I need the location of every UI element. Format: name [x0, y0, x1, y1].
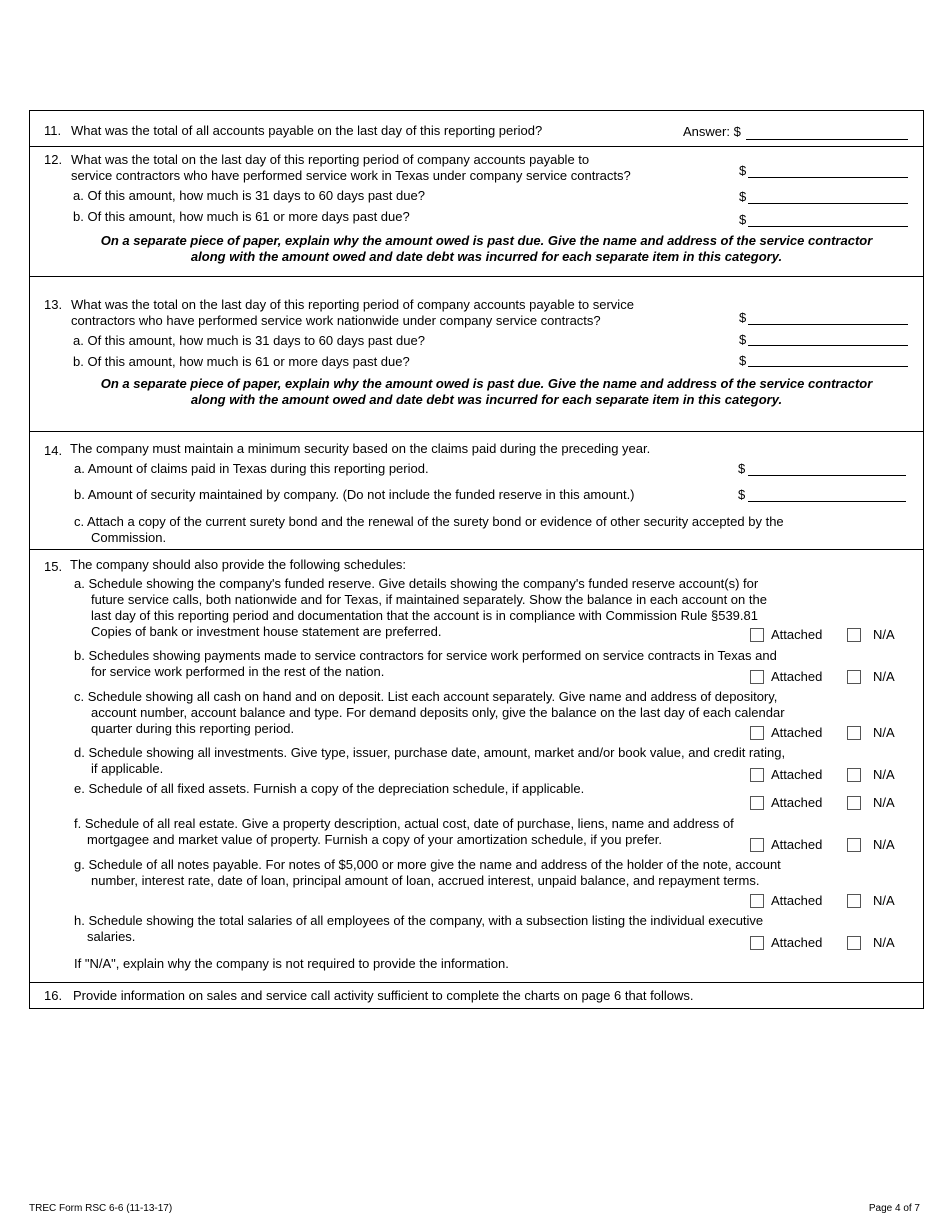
q12-number: 12. [44, 152, 63, 167]
q12-b-field[interactable] [748, 226, 908, 227]
schedule-f-attached-label: Attached [771, 837, 823, 852]
schedule-f-line2: mortgagee and market value of property. Furnish a copy of your amortization schedule, if you prefer. [87, 832, 662, 847]
schedule-d-attached-checkbox[interactable] [750, 768, 764, 782]
q15-na-explain: If "N/A", explain why the company is not required to provide the information. [74, 956, 509, 971]
schedule-g-line2: number, interest rate, date of loan, principal amount of loan, accrued interest, unpaid balance, and repayment terms. [91, 873, 760, 888]
q15-number: 15. [44, 559, 63, 574]
schedule-f-line1: f. Schedule of all real estate. Give a property description, actual cost, date of purchase, liens, name and address of [74, 816, 734, 831]
schedule-c-attached-checkbox[interactable] [750, 726, 764, 740]
schedule-a-line1: a. Schedule showing the company's funded reserve. Give details showing the company's funded reserve account(s) for [74, 576, 759, 591]
question-11 [30, 111, 923, 147]
q14-b-field[interactable] [748, 501, 906, 502]
schedule-a-line2: future service calls, both nationwide and for Texas, if maintained separately. Show the balance in each account on the [91, 592, 767, 607]
q12-b-dollar: $ [739, 212, 747, 227]
q14-number: 14. [44, 443, 63, 458]
schedule-e-na-label: N/A [873, 795, 895, 810]
q14-a-field[interactable] [748, 475, 906, 476]
schedule-b-line2: for service work performed in the rest of the nation. [91, 664, 385, 679]
schedule-c-line1: c. Schedule showing all cash on hand and on deposit. List each account separately. Give name and address of depository, [74, 689, 778, 704]
form-table [29, 110, 924, 1009]
schedule-f-na-label: N/A [873, 837, 895, 852]
schedule-d-line2: if applicable. [91, 761, 164, 776]
footer-page-number: Page 4 of 7 [868, 1203, 920, 1214]
q13-a-field[interactable] [748, 345, 908, 346]
q13-total-field[interactable] [748, 324, 908, 325]
q12-note [70, 233, 903, 265]
q14-a-dollar: $ [738, 461, 746, 476]
question-15 [30, 549, 923, 983]
q12-note-line2: along with the amount owed and date debt was incurred for each separate item in this category. [190, 249, 783, 264]
schedule-a-line4: Copies of bank or investment house statement are preferred. [91, 624, 442, 639]
q12-a-field[interactable] [748, 203, 908, 204]
schedule-e-line1: e. Schedule of all fixed assets. Furnish a copy of the depreciation schedule, if applicable. [74, 781, 585, 796]
schedule-a-attached-checkbox[interactable] [750, 628, 764, 642]
q14-b-dollar: $ [738, 487, 746, 502]
question-12 [30, 146, 923, 277]
schedule-h-na-checkbox[interactable] [847, 936, 861, 950]
schedule-f-attached-checkbox[interactable] [750, 838, 764, 852]
q13-b-dollar: $ [739, 353, 747, 368]
q12-text-line2: service contractors who have performed service work in Texas under company service contracts? [71, 168, 631, 183]
schedule-b-na-label: N/A [873, 669, 895, 684]
q13-a-dollar: $ [739, 332, 747, 347]
q12-note-line1: On a separate piece of paper, explain why the amount owed is past due. Give the name and address of the service contractor [100, 233, 873, 248]
schedule-e-attached-checkbox[interactable] [750, 796, 764, 810]
question-13 [30, 276, 923, 432]
schedule-f-na-checkbox[interactable] [847, 838, 861, 852]
schedule-g-attached-label: Attached [771, 893, 823, 908]
schedule-b-attached-checkbox[interactable] [750, 670, 764, 684]
q11-text: What was the total of all accounts payable on the last day of this reporting period? [71, 123, 543, 138]
q11-number: 11. [44, 123, 62, 138]
schedule-a-na-label: N/A [873, 627, 895, 642]
schedule-c-attached-label: Attached [771, 725, 823, 740]
question-16 [30, 982, 923, 1009]
schedule-h-line2: salaries. [87, 929, 136, 944]
schedule-a-na-checkbox[interactable] [847, 628, 861, 642]
q16-text: Provide information on sales and service call activity sufficient to complete the charts on page 6 that follows. [73, 988, 694, 1003]
q14-item-a: a. Amount of claims paid in Texas during this reporting period. [74, 461, 429, 476]
q12-a-dollar: $ [739, 189, 747, 204]
schedule-a-line3: last day of this reporting period and documentation that the account is in compliance with Commission Rule §539.81 [91, 608, 758, 623]
q13-item-b: b. Of this amount, how much is 61 or more days past due? [73, 354, 410, 369]
q14-text: The company must maintain a minimum security based on the claims paid during the preceding year. [70, 441, 651, 456]
schedule-e-na-checkbox[interactable] [847, 796, 861, 810]
schedule-g-attached-checkbox[interactable] [750, 894, 764, 908]
schedule-g-line1: g. Schedule of all notes payable. For notes of $5,000 or more give the name and address of the holder of the note, account [74, 857, 781, 872]
schedule-b-na-checkbox[interactable] [847, 670, 861, 684]
schedule-h-line1: h. Schedule showing the total salaries of all employees of the company, with a subsection listing the individual executive [74, 913, 764, 928]
schedule-g-na-label: N/A [873, 893, 895, 908]
q12-total-dollar: $ [739, 163, 747, 178]
q13-text-line2: contractors who have performed service work nationwide under company service contracts? [71, 313, 601, 328]
schedule-h-na-label: N/A [873, 935, 895, 950]
schedule-h-attached-checkbox[interactable] [750, 936, 764, 950]
schedule-d-line1: d. Schedule showing all investments. Give type, issuer, purchase date, amount, market and/or book value, and credit rating, [74, 745, 786, 760]
q13-note [70, 376, 903, 408]
q13-note-line1: On a separate piece of paper, explain why the amount owed is past due. Give the name and address of the service contractor [100, 376, 873, 391]
q12-item-a: a. Of this amount, how much is 31 days to 60 days past due? [73, 188, 425, 203]
q12-text-line1: What was the total on the last day of this reporting period of company accounts payable to [71, 152, 590, 167]
schedule-d-na-checkbox[interactable] [847, 768, 861, 782]
schedule-g-na-checkbox[interactable] [847, 894, 861, 908]
question-14 [30, 431, 923, 550]
q13-number: 13. [44, 297, 63, 312]
schedule-b-line1: b. Schedules showing payments made to service contractors for service work performed on service contracts in Texas and [74, 648, 777, 663]
q11-answer-field[interactable] [746, 139, 908, 140]
schedule-b-attached-label: Attached [771, 669, 823, 684]
footer-form-id: TREC Form RSC 6-6 (11-13-17) [29, 1203, 173, 1214]
schedule-a-attached-label: Attached [771, 627, 823, 642]
q12-total-field[interactable] [748, 177, 908, 178]
q13-item-a: a. Of this amount, how much is 31 days to 60 days past due? [73, 333, 425, 348]
schedule-c-line3: quarter during this reporting period. [91, 721, 295, 736]
q14-item-b: b. Amount of security maintained by company. (Do not include the funded reserve in this amount.) [74, 487, 635, 502]
q13-text-line1: What was the total on the last day of this reporting period of company accounts payable to service [71, 297, 634, 312]
schedule-c-line2: account number, account balance and type. For demand deposits only, give the balance on the last day of each calendar [91, 705, 785, 720]
q11-answer-label: Answer: $ [683, 124, 741, 139]
schedule-d-na-label: N/A [873, 767, 895, 782]
q13-note-line2: along with the amount owed and date debt was incurred for each separate item in this category. [190, 392, 783, 407]
schedule-c-na-checkbox[interactable] [847, 726, 861, 740]
schedule-c-na-label: N/A [873, 725, 895, 740]
schedule-e-attached-label: Attached [771, 795, 823, 810]
q13-total-dollar: $ [739, 310, 747, 325]
q14-item-c-line2: Commission. [91, 530, 167, 545]
schedule-d-attached-label: Attached [771, 767, 823, 782]
q12-item-b: b. Of this amount, how much is 61 or more days past due? [73, 209, 410, 224]
q14-item-c-line1: c. Attach a copy of the current surety bond and the renewal of the surety bond or evidence of other security accepted by the [74, 514, 784, 529]
schedule-h-attached-label: Attached [771, 935, 823, 950]
q13-b-field[interactable] [748, 366, 908, 367]
q16-number: 16. [44, 988, 63, 1003]
q15-text: The company should also provide the following schedules: [70, 557, 407, 572]
